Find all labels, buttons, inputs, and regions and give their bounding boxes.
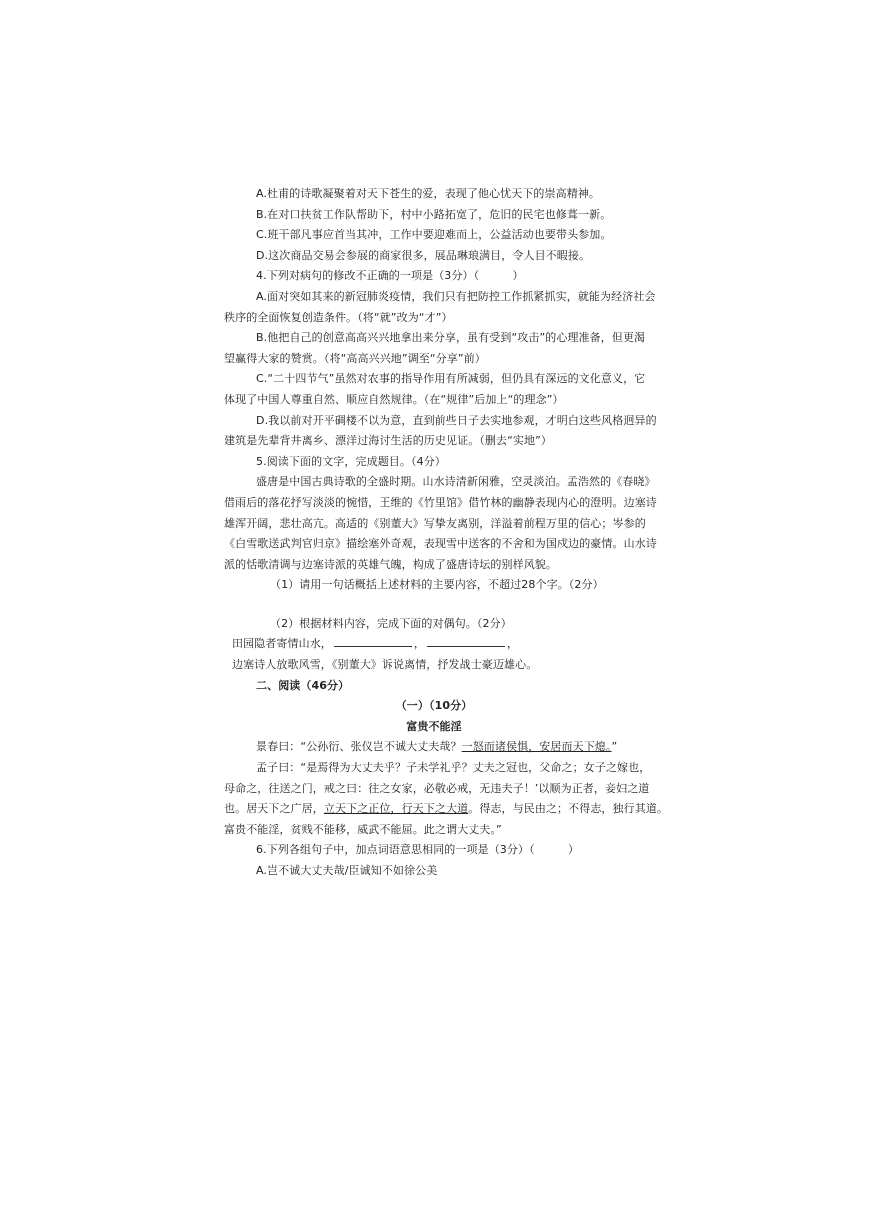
fill-blank-1[interactable]: [334, 634, 412, 647]
section2-part-title: （一）（10分）: [395, 699, 473, 713]
answer-space: [224, 596, 644, 614]
q5-fill-line2: 边塞诗人放歌风雪，《别董大》诉说离情，抒发战士豪迈雄心。: [232, 658, 538, 672]
q3-option-a: A.杜甫的诗歌凝聚着对天下苍生的爱，表现了他心忧天下的崇高精神。: [256, 187, 601, 200]
passage-line4: [224, 799, 669, 820]
q4-option-d-line2: 建筑是先辈背井离乡、漂洋过海讨生活的历史见证。（删去“实地”）: [224, 434, 552, 448]
q5-stem: 5.阅读下面的文字，完成题目。（4分）: [256, 454, 446, 468]
q4-option-a-line1: A.面对突如其来的新冠肺炎疫情，我们只有把防控工作抓紧抓实，就能为经济社会: [256, 289, 656, 303]
passage-line5: 富贵不能淫，贫贱不能移，威武不能屈。此之谓大丈夫。”: [224, 822, 502, 836]
section2-title: 二、阅读（46分）: [256, 678, 350, 692]
q6-option-a: A.岂不诚大丈夫哉/臣诚知不如徐公美: [256, 864, 438, 877]
q4-option-a-line2: 秩序的全面恢复创造条件。（将“就”改为“才”）: [224, 310, 453, 324]
passage-line1-a: 景春曰：“公孙衍、张仪岂不诚大丈夫哉？: [256, 740, 462, 754]
q4-stem: 4.下列对病句的修改不正确的一项是（3分）（ ）: [256, 269, 524, 283]
q4-option-b-line2: 望赢得大家的赞赏。（将“高高兴兴地”调至“分享”前）: [224, 351, 486, 365]
fill-start: 田园隐者寄情山水，: [232, 637, 332, 651]
q5-passage-line4: 《白雪歌送武判官归京》描绘塞外奇观，表现雪中送客的不舍和为国戍边的豪情。山水诗: [224, 537, 657, 551]
passage-line1-underlined: 一怒而诸侯惧，安居而天下熄。: [461, 740, 612, 754]
passage-line4-a: 也。居天下之广居，: [224, 802, 324, 816]
q5-sub1: （1）请用一句话概括上述材料的主要内容，不超过28个字。（2分）: [270, 578, 604, 592]
passage-line4-underlined: 立天下之正位，行天下之大道: [323, 802, 469, 816]
q3-option-d: D.这次商品交易会参展的商家很多，展品琳琅满目，令人目不暇接。: [256, 248, 591, 262]
q3-option-b: B.在对口扶贫工作队帮助下，村中小路拓宽了，危旧的民宅也修葺一新。: [256, 207, 612, 221]
q5-sub2: （2）根据材料内容，完成下面的对偶句。（2分）: [270, 616, 512, 630]
fill-sep: ，: [413, 637, 426, 651]
q3-option-c: C.班干部凡事应首当其冲，工作中要迎难而上，公益活动也要带头参加。: [256, 228, 612, 242]
q6-stem: 6.下列各组句子中，加点词语意思相同的一项是（3分）（ ）: [256, 843, 580, 857]
q4-option-d-line1: D.我以前对开平碉楼不以为意，直到前些日子去实地参观，才明白这些风格迥异的: [256, 413, 657, 427]
q4-option-c-line2: 体现了中国人尊重自然、顺应自然规律。（在“规律”后加上“的理念”）: [224, 392, 564, 406]
passage-title: 富贵不能淫: [406, 719, 462, 733]
q4-option-b-line1: B.他把自己的创意高高兴兴地拿出来分享，虽有受到“攻击”的心理准备，但更渴: [256, 331, 646, 345]
passage-line1: [224, 737, 644, 758]
q5-passage-line5: 派的恬歌清调与边塞诗派的英雄气魄，构成了盛唐诗坛的别样风貌。: [224, 557, 557, 571]
q5-passage-line1: 盛唐是中国古典诗歌的全盛时期。山水诗清新闲雅，空灵淡泊。孟浩然的《春晓》: [256, 475, 656, 489]
passage-line2: 孟子曰：“是焉得为大丈夫乎？子未学礼乎？丈夫之冠也，父命之；女子之嫁也，: [256, 761, 651, 775]
passage-line3: 母命之，往送之门，戒之曰：往之女家，必敬必戒，无违夫子！’以顺为正者，妾妇之道: [224, 781, 650, 795]
q4-option-c-line1: C.“二十四节气”虽然对农事的指导作用有所减弱，但仍具有深远的文化意义，它: [256, 372, 646, 386]
q5-passage-line3: 雄浑开阔，悲壮高亢。高适的《别董大》写挚友离别，洋溢着前程万里的信心；岑参的: [224, 516, 646, 530]
q5-passage-line2: 借雨后的落花抒写淡淡的惋惜，王维的《竹里馆》借竹林的幽静表现内心的澄明。边塞诗: [224, 495, 657, 509]
fill-blank-2[interactable]: [427, 634, 505, 647]
passage-line4-c: 。得志，与民由之；不得志，独行其道。: [468, 802, 669, 816]
passage-line1-c: ”: [611, 740, 618, 754]
exam-content: [224, 184, 669, 882]
fill-end: ，: [507, 637, 519, 651]
q5-fill-line1: [224, 634, 644, 655]
